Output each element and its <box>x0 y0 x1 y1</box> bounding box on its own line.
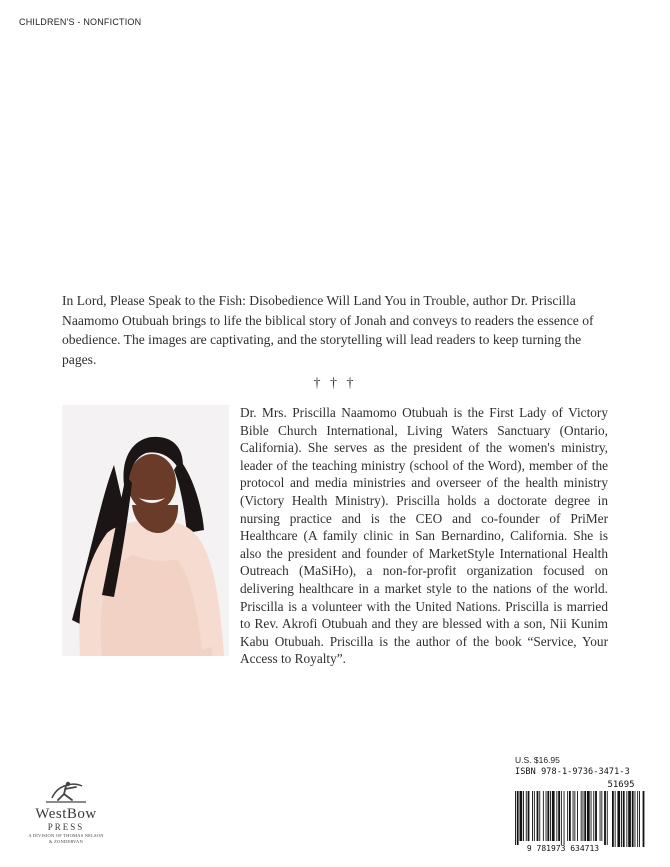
barcode-bar <box>532 791 533 841</box>
barcode-bar <box>581 791 582 841</box>
barcode-bar <box>520 791 523 841</box>
barcode-bar <box>556 791 557 841</box>
barcode-addon-bar <box>639 791 640 847</box>
barcode-bar <box>561 791 562 845</box>
barcode-bar <box>528 791 530 841</box>
barcode-addon-bar <box>615 791 616 847</box>
barcode-addon-bar <box>635 791 636 847</box>
barcode-bar <box>547 791 549 841</box>
publisher-division <box>18 833 114 844</box>
cross-divider: † † † <box>313 376 357 391</box>
barcode-addon-bar <box>637 791 638 847</box>
barcode-bar <box>604 791 606 845</box>
barcode-bar <box>515 791 516 845</box>
barcode-bar <box>558 791 560 841</box>
author-bio: Dr. Mrs. Priscilla Naamomo Otubuah is the First Lady of Victory Bible Church International, Living Waters Sanctuary (Ontario, California). She serves as the president of the women's ministry, leader of the teaching ministry (school of the Word), member of the protocol and media ministries and overseer of the health ministry (Victory Health Ministry). Priscilla holds a doctorate degree in nursing practice and is the CEO and co-founder of PriMer Healthcare (A family clinic in San Bernardino, California. She is also the president and founder of MarketStyle International Health Outreach (MaSiHo), a non-for-profit organization focused on delivering healthcare in a market style to the nations of the world. Priscilla is a volunteer with the United Nations. Priscilla is married to Rev. Akrofi Otubuah and they are blessed with a son, Nii Kunim Kabu Otubuah. Priscilla is the author of the book “Service, Your Access to Royalty”. <box>240 405 608 667</box>
barcode-bar <box>569 791 571 841</box>
barcode-bar <box>534 791 535 841</box>
isbn-label: ISBN 978-1-9736-3471-3 <box>515 767 630 777</box>
barcode-bar <box>537 791 539 841</box>
barcode-bar <box>523 791 524 841</box>
barcode-bar <box>552 791 555 841</box>
barcode-addon-bar <box>617 791 620 847</box>
author-photo <box>62 405 229 656</box>
publisher-logo <box>18 778 114 848</box>
book-synopsis: In Lord, Please Speak to the Fish: Disobedience Will Land You in Trouble, author Dr. Priscilla Naamomo Otubuah brings to life the biblical story of Jonah and conveys to readers the essence of obedience. The images are captivating, and the storytelling will lead readers to keep turning the pages. <box>62 293 594 367</box>
barcode-bar <box>607 791 608 845</box>
publisher-name: WestBow <box>35 806 97 822</box>
barcode-bar <box>564 791 565 845</box>
barcode-bar <box>577 791 578 841</box>
barcode-bar <box>550 791 551 841</box>
barcode-addon-bar <box>621 791 622 847</box>
barcode-addon-bar <box>628 791 631 847</box>
barcode-bar <box>546 791 547 841</box>
category-label: CHILDREN'S - NONFICTION <box>19 17 142 27</box>
price-label: U.S. $16.95 <box>515 755 560 765</box>
barcode-bar <box>600 791 601 841</box>
barcode-bar <box>526 791 527 841</box>
barcode-bar <box>584 791 586 841</box>
publisher-division-line1: A DIVISION OF THOMAS NELSON <box>28 833 104 838</box>
barcode-addon-bar <box>623 791 625 847</box>
barcode-bar <box>574 791 575 841</box>
barcode-bar <box>517 791 519 845</box>
barcode-bar <box>567 791 568 841</box>
barcode-addon-bar <box>626 791 627 847</box>
barcode-digits: 9 781973 634713 <box>526 844 600 853</box>
publisher-division-line2: & ZONDERVAN <box>49 838 83 844</box>
barcode-addon-bar <box>643 791 645 847</box>
barcode-bar <box>591 791 592 841</box>
barcode-bar <box>573 791 574 841</box>
barcode-bar <box>539 791 540 841</box>
barcode-bar <box>593 791 594 841</box>
barcode-addon-digits: 51695 <box>607 780 635 790</box>
publisher-sub: PRESS <box>47 822 85 832</box>
barcode-bar <box>595 791 597 841</box>
barcode-bar <box>543 791 544 841</box>
barcode-bar <box>601 791 602 841</box>
barcode-bar <box>587 791 590 841</box>
archer-icon <box>44 778 88 806</box>
barcode-addon-bar <box>612 791 614 847</box>
barcode-addon-bar <box>632 791 634 847</box>
isbn-barcode <box>513 777 646 855</box>
barcode-bar <box>583 791 584 841</box>
